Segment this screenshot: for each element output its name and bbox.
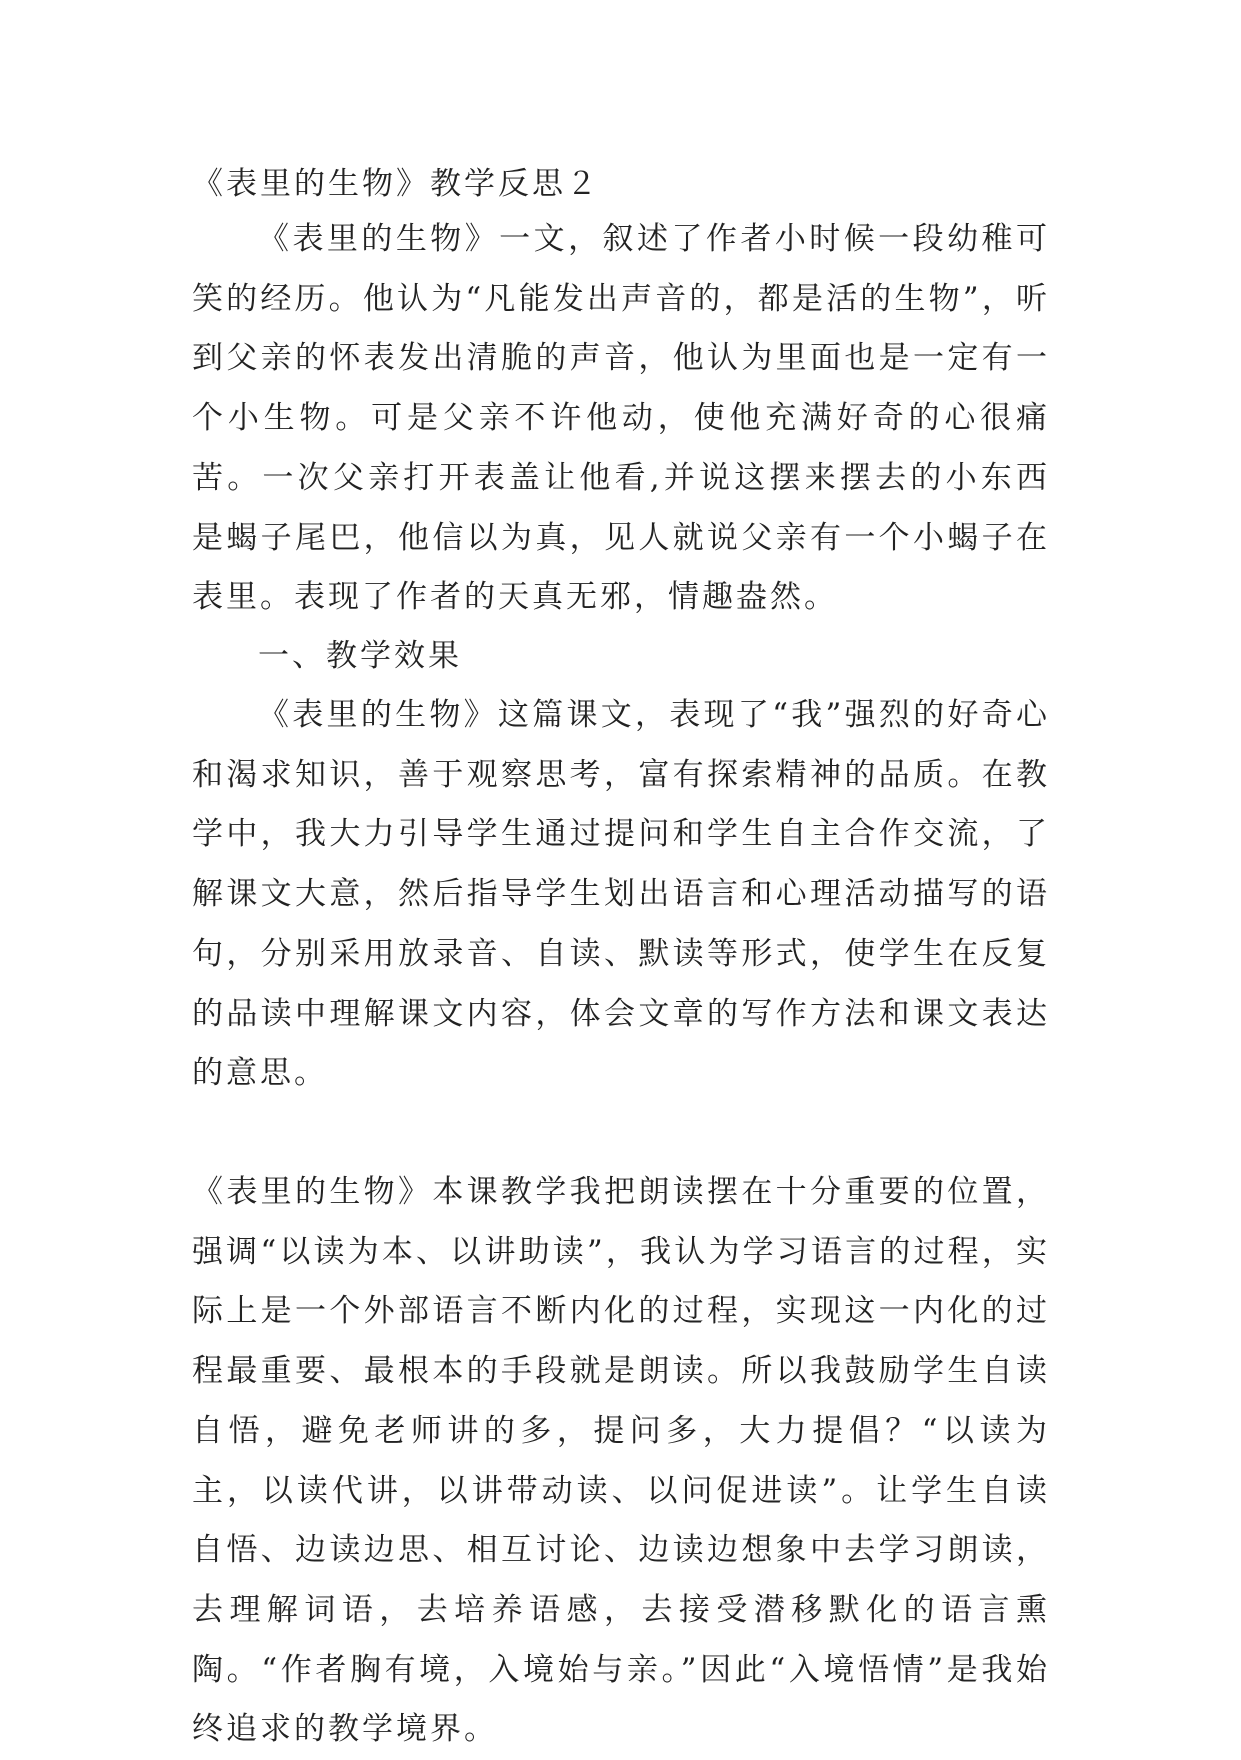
section-heading-teaching-effect: 一、教学效果 [258,638,462,674]
paragraph-intro: 《表里的生物》一文，叙述了作者小时候一段幼稚可笑的经历。他认为“凡能发出声音的，都是活的生物”，听到父亲的怀表发出清脆的声音，他认为里面也是一定有一个小生物。可是父亲不许他动，使他充满好奇的心很痛苦。一次父亲打开表盖让他看,并说这摆来摆去的小东西是蝎子尾巴，他信以为真，见人就说父亲有一个小蝎子在表里。表现了作者的天真无邪，情趣盎然。 [192,221,1050,616]
paragraph-teaching-effect: 《表里的生物》这篇课文，表现了“我”强烈的好奇心和渴求知识，善于观察思考，富有探索精神的品质。在教学中，我大力引导学生通过提问和学生自主合作交流，了解课文大意，然后指导学生划出语言和心理活动描写的语句，分别采用放录音、自读、默读等形式，使学生在反复的品读中理解课文内容，体会文章的写作方法和课文表达的意思。 [192,697,1050,1092]
document-title: 《表里的生物》教学反思２ [192,166,600,202]
paragraph-reading-emphasis: 《表里的生物》本课教学我把朗读摆在十分重要的位置，强调“以读为本、以讲助读”，我认为学习语言的过程，实际上是一个外部语言不断内化的过程，实现这一内化的过程最重要、最根本的手段就是朗读。所以我鼓励学生自读自悟，避免老师讲的多，提问多，大力提倡？“以读为主，以读代讲，以讲带动读、以问促进读”。让学生自读自悟、边读边思、相互讨论、边读边想象中去学习朗读，去理解词语，去培养语感，去接受潜移默化的语言熏陶。“作者胸有境，入境始与亲。”因此“入境悟情”是我始终追求的教学境界。 [192,1174,1050,1748]
